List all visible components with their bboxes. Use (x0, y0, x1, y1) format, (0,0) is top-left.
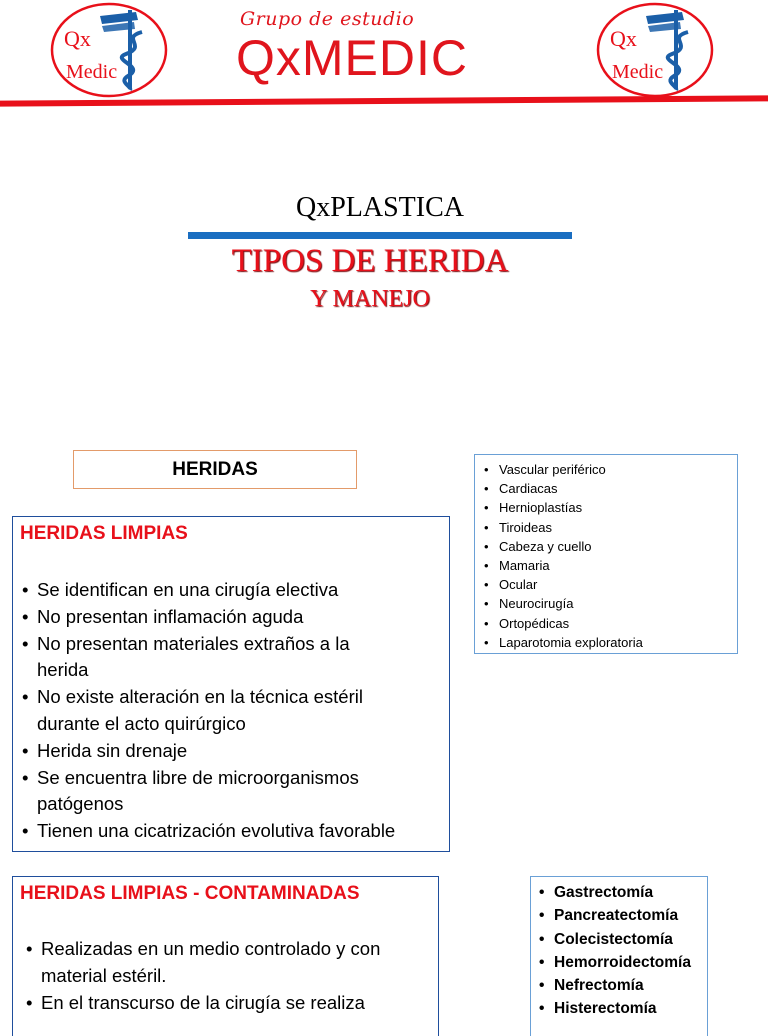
list-item: • Gastrectomía (554, 881, 707, 904)
svg-text:Medic: Medic (612, 61, 664, 83)
heridas-label-box (73, 450, 357, 489)
list-item: • Ocular (499, 575, 737, 594)
group-label: Grupo de estudio (240, 8, 415, 30)
list-item: • Neurocirugía (499, 594, 737, 613)
contaminadas-list (13, 936, 438, 1016)
qxmedic-logo-right (596, 2, 714, 98)
list-item: • Cabeza y cuello (499, 537, 737, 556)
sub-title: Y MANEJO (310, 286, 430, 312)
limpias-box (12, 516, 450, 852)
list-item: • Nefrectomía (554, 974, 707, 997)
brand-name: QxMEDIC (236, 30, 468, 86)
svg-text:Medic: Medic (66, 61, 118, 83)
list-item: • Tiroideas (499, 518, 737, 537)
list-item: • Se identifican en una cirugía electiva (37, 577, 449, 604)
limpias-examples-box (474, 454, 738, 654)
list-item: • Colecistectomía (554, 928, 707, 951)
list-item: • Mamaria (499, 556, 737, 575)
list-item: • Cardiacas (499, 479, 737, 498)
qxmedic-logo-left (50, 2, 168, 98)
main-title: TIPOS DE HERIDA (231, 243, 509, 279)
list-item: • No existe alteración en la técnica estéril durante el acto quirúrgico (37, 684, 417, 738)
limpias-heading: HERIDAS LIMPIAS (20, 523, 188, 544)
list-item: • Pancreatectomía (554, 904, 707, 927)
list-item: • No presentan materiales extraños a la herida (37, 631, 397, 685)
contaminadas-box (12, 876, 439, 1036)
limpias-examples-list (475, 455, 737, 652)
contaminadas-heading: HERIDAS LIMPIAS - CONTAMINADAS (20, 883, 360, 904)
course-title: QxPLASTICA (295, 192, 464, 223)
limpias-list (13, 577, 449, 845)
caduceus-logo-icon (50, 2, 168, 98)
contaminadas-examples-box (530, 876, 708, 1036)
list-item: • Histerectomía (554, 997, 707, 1020)
list-item: • Ortopédicas (499, 614, 737, 633)
list-item: • Hemorroidectomía (554, 951, 707, 974)
heridas-label: HERIDAS (172, 458, 258, 480)
svg-text:Qx: Qx (64, 26, 91, 51)
list-item: • Herida sin drenaje (37, 738, 449, 765)
list-item: • Laparotomia exploratoria (499, 633, 737, 652)
svg-text:Qx: Qx (610, 26, 637, 51)
list-item: • Vascular periférico (499, 460, 737, 479)
list-item: • En el transcurso de la cirugía se realiza (41, 990, 438, 1017)
list-item: • No presentan inflamación aguda (37, 604, 449, 631)
contaminadas-examples-list (531, 877, 707, 1021)
title-underline (188, 232, 572, 239)
list-item: • Realizadas en un medio controlado y con material estéril. (41, 936, 421, 990)
list-item: • Tienen una cicatrización evolutiva favorable (37, 818, 449, 845)
list-item: • Se encuentra libre de microorganismos patógenos (37, 765, 387, 819)
list-item: • Hernioplastías (499, 498, 737, 517)
caduceus-logo-icon (596, 2, 714, 98)
